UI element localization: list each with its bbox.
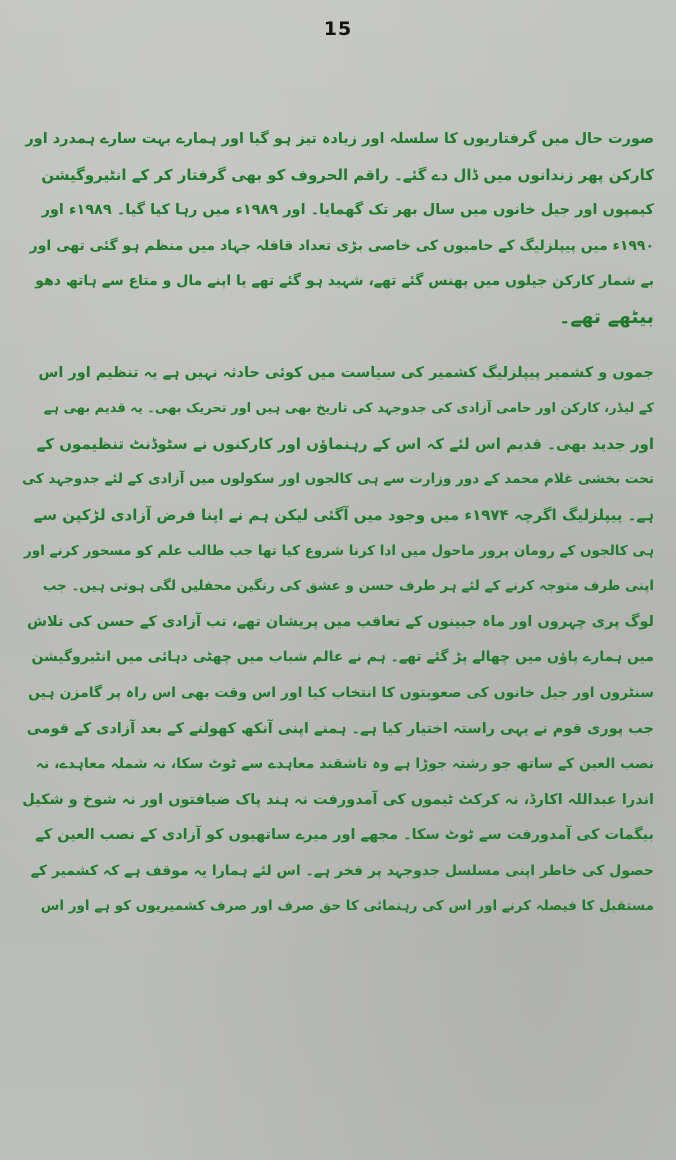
text-line: سنٹروں اور جیل خانوں کی صعوبتوں کا انتخاب کیا اور اس وقت بھی اس راہ پر گامزن ہیں	[28, 684, 654, 701]
text-line: کیمپوں اور جیل خانوں میں سال بھر تک گھمایا۔ اور ۱۹۸۹ء میں رہا کیا گیا۔ ۱۹۸۹ء اور	[41, 202, 654, 219]
urdu-body-text	[22, 122, 654, 925]
text-line: تحت بخشی غلام محمد کے دور وزارت سے ہی کالجوں اور سکولوں میں آزادی کے لئے جدوجہد کی	[22, 471, 654, 488]
text-line: اندرا عبداللہ اکارڈ، نہ کرکٹ ٹیموں کی آمدورفت نہ ہند پاک ضیافتوں اور نہ شوخ و شکیل	[22, 791, 654, 808]
text-line: ہے۔ پیپلزلیگ اگرچہ ۱۹۷۴ء میں وجود میں آگئی لیکن ہم نے اپنا فرض آزادی لڑکپن سے	[33, 505, 654, 524]
text-line: صورت حال میں گرفتاریوں کا سلسلہ اور زیادہ تیز ہو گیا اور ہمارے بہت سارے ہمدرد اور	[25, 131, 654, 147]
page-number: 15	[323, 18, 353, 40]
text-line: کارکن پھر زندانوں میں ڈال دے گئے۔ راقم الحروف کو بھی گرفتار کر کے انٹیروگیشن	[41, 165, 654, 184]
text-line: میں ہمارے پاؤں میں چھالے پڑ گئے تھے۔ ہم نے عالم شباب میں چھٹی دہائی میں انٹیروگیشن	[31, 649, 654, 666]
text-line: اپنی طرف متوجہ کرنے کے لئے ہر طرف حسن و عشق کی رنگین محفلیں لگی ہوتی ہیں۔ جب	[42, 578, 654, 595]
text-line: نصب العین کے ساتھ جو رشتہ جوڑا ہے وہ تاشقند معاہدے سے ٹوٹ سکا، نہ شملہ معاہدے، نہ	[35, 756, 654, 773]
text-line: لوگ پری چہروں اور ماہ جبینوں کے تعاقب میں پریشان تھے، تب آزادی کے حسن کی تلاش	[26, 613, 654, 630]
text-line: جموں و کشمیر پیپلزلیگ کشمیر کی سیاست میں کوئی حادثہ نہیں ہے یہ تنظیم اور اس	[38, 364, 654, 381]
text-line: بیگمات کی آمدورفت سے ٹوٹ سکا۔ مجھے اور میرے ساتھیوں کو آزادی کے نصب العین کے	[35, 827, 654, 844]
text-line: بے شمار کارکن جیلوں میں پھنس گئے تھے، شہید ہو گئے تھے یا اپنے مال و متاع سے ہاتھ دھو	[35, 273, 654, 290]
paragraph-1	[22, 122, 654, 336]
text-line: ہی کالجوں کے رومان پرور ماحول میں ادا کرنا شروع کیا تھا جب طالب علم کو مسحور کرنے اور	[24, 542, 654, 559]
text-line: اور جدید بھی۔ قدیم اس لئے کہ اس کے رہنماؤں اور کارکنوں نے سٹوڈنٹ تنظیموں کے	[36, 434, 654, 453]
paragraph-2	[22, 356, 654, 926]
text-line: حصول کی خاطر اپنی مسلسل جدوجہد پر فخر ہے۔ اس لئے ہمارا یہ موقف ہے کہ کشمیر کے	[30, 862, 654, 879]
text-line: جب پوری قوم نے یہی راستہ اختیار کیا ہے۔ ہمنے اپنی آنکھ کھولنے کے بعد آزادی کے قومی	[26, 720, 654, 737]
text-line: مستقبل کا فیصلہ کرنے اور اس کی رہنمائی کا حق صرف اور صرف کشمیریوں کو ہے اور اس	[40, 898, 654, 915]
text-line: کے لیڈر، کارکن اور حامی آزادی کی جدوجہد کی تاریخ بھی ہیں اور تحریک بھی۔ یہ قدیم بھی ہے	[43, 401, 654, 417]
text-line: ۱۹۹۰ء میں پیپلزلیگ کے حامیوں کی خاصی بڑی تعداد قافلہ جہاد میں منظم ہو گئی تھی اور	[29, 237, 654, 254]
text-line: بیٹھے تھے۔	[559, 305, 654, 328]
